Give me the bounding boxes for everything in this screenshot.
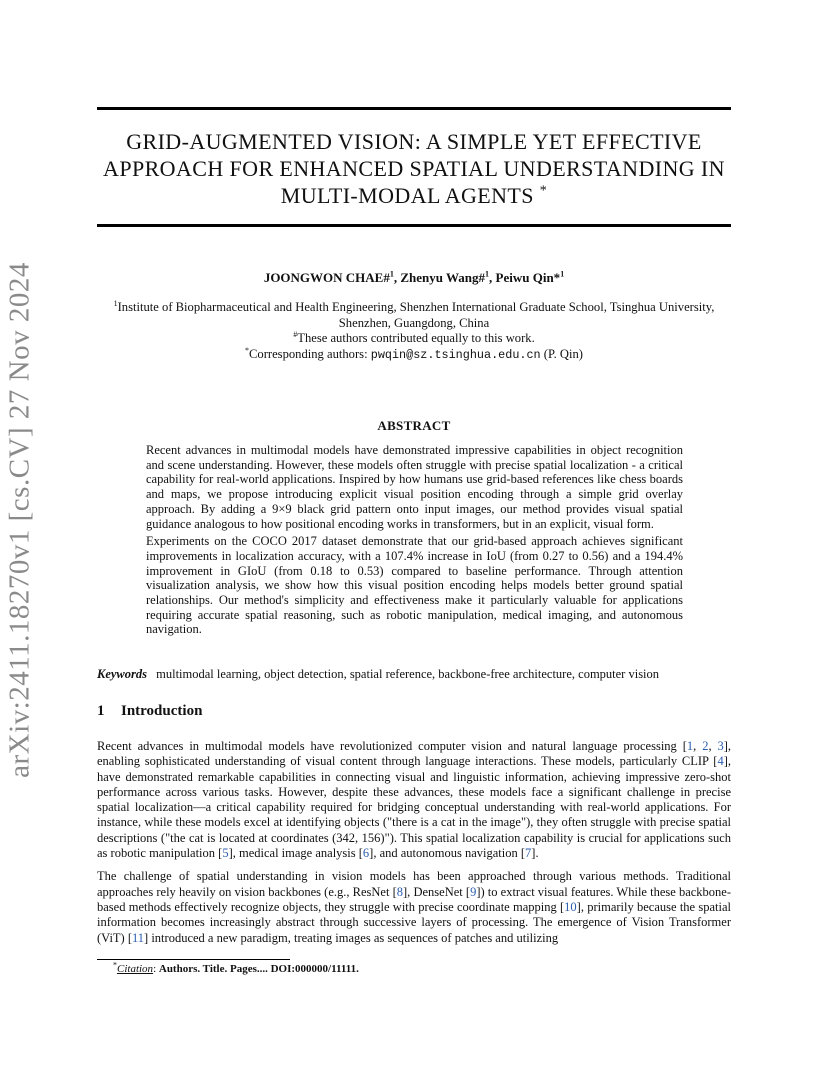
title-bottom-rule: [97, 224, 731, 227]
corr-name: (P. Qin): [540, 346, 583, 361]
affiliation-line-2: Shenzhen, Guangdong, China: [338, 315, 490, 330]
intro-p1-text-f: ].: [531, 846, 539, 861]
citation-link[interactable]: 5: [222, 846, 229, 861]
abstract-body: [146, 443, 683, 640]
citation-link[interactable]: 2: [702, 739, 709, 753]
arxiv-identifier: arXiv:2411.18270v1 [cs.CV] 27 Nov 2024: [3, 262, 36, 778]
title-top-rule: [97, 107, 731, 110]
section-title: Introduction: [121, 703, 203, 719]
intro-p1-text-c: ], have demonstrated remarkable capabilities in connecting visual and linguistic information, achieving impressive zero-shot performance across various tasks. However, despite these advances, these models face a significant challenge in precise spatial localization—a critical capability required for bridging conceptual understanding with real-world applications. For instance, while these models excel at identifying objects ("there is a cat in the image"), they often struggle with precise spatial descriptions ("the cat is located at coordinates (342, 156)"). This spatial localization capability is crucial for applications such as robotic manipulation [: [97, 754, 731, 861]
citation-link[interactable]: 8: [396, 884, 404, 899]
citation-link[interactable]: 9: [470, 884, 477, 899]
abstract-heading: ABSTRACT: [377, 418, 451, 433]
citation-link[interactable]: 7: [525, 846, 532, 861]
section-number: 1: [97, 703, 105, 719]
footnote-rule: [97, 959, 290, 960]
abstract-paragraph-1: Recent advances in multimodal models have demonstrated impressive capabilities in object recognition and scene understanding. However, these models often struggle with precise spatial localization - a critical capability for real-world applications. Inspired by how humans use grid-based references like chess boards and maps, we propose introducing explicit visual position encoding through a simple grid overlay approach. By adding a 9×9 black grid pattern onto input images, our method provides visual spatial guidance analogous to how positional encoding works in transformers, but in an explicit, visual form.: [146, 443, 683, 531]
citation-link[interactable]: 10: [564, 899, 577, 914]
intro-p2-text-a: The challenge of spatial understanding in vision models has been approached through various methods. Traditional approaches rely heavily on vision backbones (e.g., ResNet [: [97, 869, 731, 899]
citation-link[interactable]: 1: [686, 739, 694, 753]
intro-p2-text-c: ]) to extract visual features. While these backbone-based methods effectively recognize objects, they struggle with precise coordinate mapping [: [97, 884, 732, 914]
intro-p2-text-b: ], DenseNet [: [403, 884, 471, 899]
footnote-citation-label: Citation: [117, 963, 154, 975]
keywords-line: [97, 667, 731, 682]
abstract-paragraph-2: Experiments on the COCO 2017 dataset demonstrate that our grid-based approach achieves significant improvements in localization accuracy, with a 107.4% increase in IoU (from 0.27 to 0.56) and a 194.4% improvement in GIoU (from 0.18 to 0.53) compared to baseline performance. Through attention visualization analysis, we show how this visual position encoding helps models better ground spatial relationships. Our method's simplicity and effectiveness make it particularly valuable for applications requiring accurate spatial reasoning, such as robotic manipulation, medical imaging, and autonomous navigation.: [146, 534, 683, 637]
citation-link[interactable]: 3: [717, 739, 724, 753]
affiliations: [97, 300, 731, 363]
author-3-affil: 1: [560, 269, 565, 279]
affiliation-line-1: [97, 300, 731, 316]
corr-email-link[interactable]: pwqin@sz.tsinghua.edu.cn: [370, 347, 541, 362]
citation-link[interactable]: 4: [717, 754, 724, 769]
section-heading-introduction: [97, 703, 731, 720]
intro-p1-text-e: ], and autonomous navigation [: [369, 846, 526, 861]
citation-footnote: *Citation: Authors. Title. Pages.... DOI:000000/11111.: [113, 960, 359, 975]
equal-text: These authors contributed equally to this work.: [297, 331, 535, 345]
author-2-affil: 1: [485, 269, 490, 279]
intro-paragraph-2: [97, 869, 731, 945]
affiliation-text-1: Institute of Biopharmaceutical and Health Engineering, Shenzhen International Graduate School, Tsinghua University,: [117, 300, 715, 314]
paper-title: [97, 128, 731, 209]
title-line-3-text: MULTI-MODAL AGENTS: [280, 183, 534, 208]
footnote-citation-text: Authors. Title. Pages.... DOI:000000/11111.: [158, 963, 359, 975]
corr-sup: *: [245, 345, 249, 355]
intro-p1-text-a: Recent advances in multimodal models have revolutionized computer vision and natural language processing [: [97, 739, 687, 753]
equal-sup: #: [293, 329, 298, 339]
intro-p2-text-d: ], primarily because the spatial information becomes increasingly abstract through successive layers of processing. The emergence of Vision Transformer (ViT) [: [97, 899, 731, 945]
intro-p1-text-d: ], medical image analysis [: [228, 846, 363, 861]
corr-text: Corresponding authors:: [249, 346, 371, 361]
author-1: JOONGWON CHAE#: [263, 270, 390, 285]
citation-link[interactable]: 6: [362, 846, 370, 861]
intro-p2-text-e: ] introduced a new paradigm, treating images as sequences of patches and utilizing: [144, 930, 559, 945]
keywords-text: multimodal learning, object detection, spatial reference, backbone-free architecture, computer vision: [156, 667, 660, 681]
author-3: Peiwu Qin*: [495, 270, 561, 285]
title-line-2: APPROACH FOR ENHANCED SPATIAL UNDERSTANDING IN: [103, 156, 725, 181]
equal-contribution-note: [97, 331, 731, 347]
author-1-affil: 1: [389, 269, 394, 279]
title-line-1: GRID-AUGMENTED VISION: A SIMPLE YET EFFECTIVE: [126, 129, 702, 154]
title-line-3: [97, 182, 731, 209]
footnote-marker: *: [113, 960, 117, 970]
affiliation-sup: 1: [113, 298, 118, 308]
title-footnote-marker: *: [539, 183, 548, 199]
introduction-body: [97, 739, 731, 954]
author-2: Zhenyu Wang#: [400, 270, 486, 285]
citation-link[interactable]: 11: [132, 930, 145, 945]
corresponding-author-note: [97, 347, 731, 364]
intro-p1-text-b: ], enabling sophisticated understanding of visual content through language interactions. These models, particularly CLIP [: [97, 739, 732, 769]
intro-paragraph-1: Recent advances in multimodal models have revolutionized computer vision and natural language processing [1, 2, 3], enabling sophisticated understanding of visual content through language interactions. These models, particularly CLIP [4], have demonstrated remarkable capabilities in connecting visual and linguistic information, achieving impressive zero-shot performance across various tasks. However, despite these advances, these models face a significant challenge in precise spatial localization—a critical capability required for bridging conceptual understanding with real-world applications. For instance, while these models excel at identifying objects ("there is a cat in the image"), they often struggle with precise spatial descriptions ("the cat is located at coordinates (342, 156)"). This spatial localization capability is crucial for applications such as robotic manipulation [5], medical image analysis [6], and autonomous navigation [7].: [97, 739, 732, 861]
keywords-label: Keywords: [97, 667, 147, 681]
author-list: JOONGWON CHAE#$^1$, Zhenyu Wang#$^1$, Peiwu Qin*$^1$: [263, 269, 565, 285]
